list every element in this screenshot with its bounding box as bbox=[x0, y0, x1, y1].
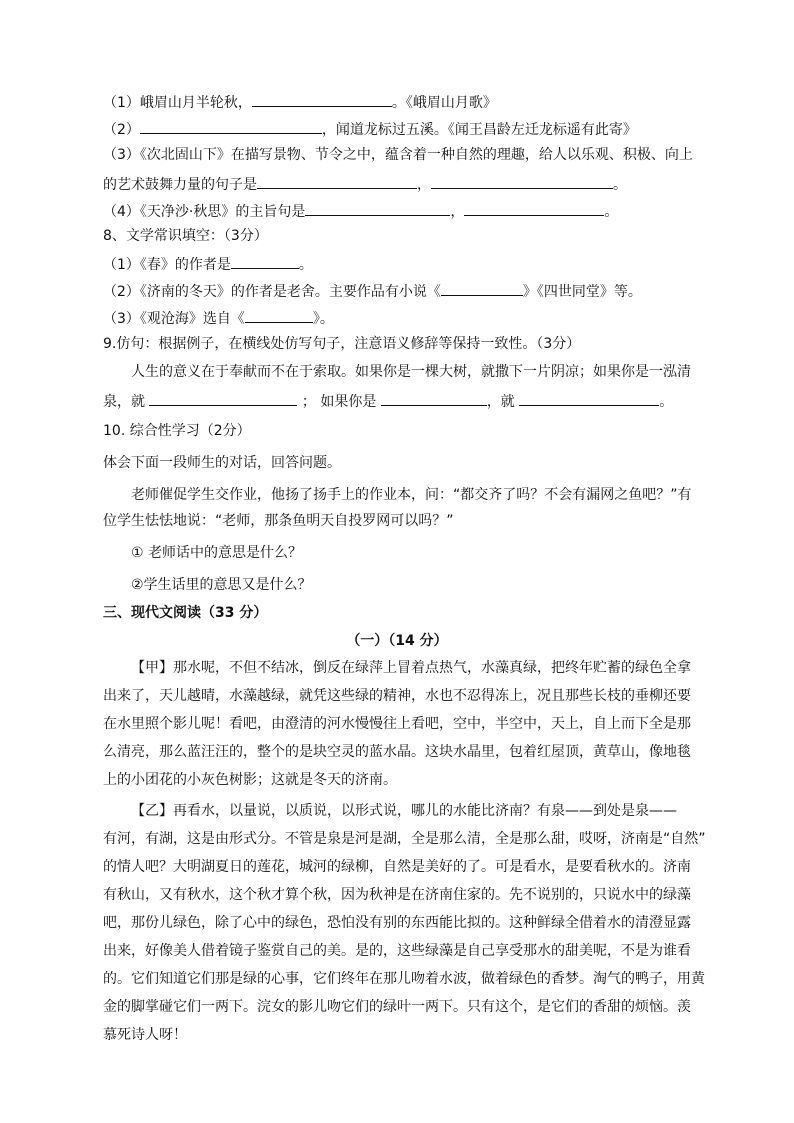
period-text: 。 bbox=[298, 257, 313, 273]
passage-jia-line: 上的小团花的小灰色树影；这就是冬天的济南。 bbox=[103, 772, 397, 788]
q9-example: 人生的意义在于奉献而不在于索取。如果你是一棵大树，就撒下一片阴凉；如果你是一泓清 bbox=[131, 364, 691, 380]
q7-item-2-text: ，闻道龙标过五溪。《闻王昌龄左迁龙标遥有此寄》 bbox=[321, 122, 637, 138]
q8-item-1 bbox=[103, 253, 313, 275]
answer-blank[interactable] bbox=[464, 200, 604, 216]
answer-blank[interactable] bbox=[519, 390, 659, 406]
q8-title: 8、文学常识填空：（3分） bbox=[103, 228, 268, 244]
answer-blank[interactable] bbox=[245, 307, 313, 323]
passage-yi-line: 慕死诗人呀！ bbox=[103, 1027, 187, 1043]
answer-blank[interactable] bbox=[252, 91, 392, 107]
q7-item-3-line-1: （3）《次北固山下》在描写景物、节令之中，蕴含着一种自然的理趣，给人以乐观、积极、向上 bbox=[103, 147, 693, 163]
answer-blank[interactable] bbox=[431, 173, 613, 189]
q9-prompt-3: ，就 bbox=[486, 394, 515, 410]
passage-jia-line: 么清亮，那么蓝汪汪的，整个的是块空灵的蓝水晶。这块水晶里，包着红屋顶，黄草山，像地毯 bbox=[103, 744, 691, 760]
q9-prompt: 泉，就 bbox=[103, 394, 145, 410]
q8-item-1-prompt: （1）《春》的作者是 bbox=[103, 257, 231, 273]
q9-prompt-2: ； 如果你是 bbox=[301, 394, 377, 410]
passage-yi-line: 【乙】再看水，以量说，以质说，以形式说，哪儿的水能比济南？有泉——到处是泉—— bbox=[131, 803, 677, 819]
comma-text: ， bbox=[417, 177, 431, 193]
passage-yi-line: 有秋山，又有秋水，这个秋才算个秋，因为秋神是在济南住家的。先不说别的，只说水中的绿藻 bbox=[103, 887, 691, 903]
q10-question-a: ① 老师话中的意思是什么？ bbox=[131, 545, 303, 561]
q10-passage-line-1: 老师催促学生交作业，他扬了扬手上的作业本，问：“都交齐了吗？不会有漏网之鱼吧？”有 bbox=[131, 487, 692, 503]
period-text: 。 bbox=[613, 177, 627, 193]
period-text: 。 bbox=[604, 204, 619, 220]
q8-item-3 bbox=[103, 307, 334, 329]
answer-blank[interactable] bbox=[149, 390, 297, 406]
comma-text: ， bbox=[450, 204, 465, 220]
answer-blank[interactable] bbox=[140, 118, 322, 134]
q7-item-1 bbox=[103, 91, 497, 113]
q8-item-2-prompt: （2）《济南的冬天》的作者是老舍。主要作品有小说《 bbox=[103, 284, 441, 300]
answer-blank[interactable] bbox=[231, 253, 299, 269]
q9-title: 9.仿句：根据例子，在横线处仿写句子，注意语义修辞等保持一致性。（3分） bbox=[103, 336, 581, 352]
passage-yi-line: 出来，好像美人借着镜子鉴赏自己的美。是的，这些绿藻是自己享受那水的甜美呢，不是为谁看 bbox=[103, 943, 691, 959]
q10-question-b: ②学生话里的意思又是什么？ bbox=[131, 577, 312, 593]
q8-item-2-rest: 》《四世同堂》等。 bbox=[522, 284, 642, 300]
q9-answer-line bbox=[103, 390, 673, 412]
q7-item-4-prompt: （4）《天净沙·秋思》的主旨句是 bbox=[103, 204, 306, 220]
q10-intro: 体会下面一段师生的对话，回答问题。 bbox=[103, 455, 341, 471]
q7-item-2-number: （2） bbox=[103, 122, 140, 138]
q8-item-3-prompt: （3）《观沧海》选自《 bbox=[103, 311, 245, 327]
q7-item-3-line-2 bbox=[103, 173, 627, 195]
q7-item-3-prompt: 的艺术鼓舞力量的句子是 bbox=[103, 177, 257, 193]
passage-yi-line: 有河，有湖，这是由形式分。不管是泉是河是湖，全是那么清，全是那么甜，哎呀，济南是“自然” bbox=[103, 831, 706, 847]
answer-blank[interactable] bbox=[305, 200, 450, 216]
q8-item-3-rest: 》。 bbox=[312, 311, 334, 327]
answer-blank[interactable] bbox=[257, 173, 417, 189]
q8-item-2 bbox=[103, 280, 642, 302]
passage-jia-line: 出来了，天儿越晴，水藻越绿，就凭这些绿的精神，水也不忍得冻上，况且那些长枝的垂柳还要 bbox=[103, 688, 691, 704]
passage-yi-line: 金的脚掌碰它们一两下。浣女的影儿吻它们的绿叶一两下。只有这个，是它们的香甜的烦恼。羡 bbox=[103, 999, 691, 1015]
passage-yi-line: 的。它们知道它们那是绿的心事，它们终年在那儿吻着水波，做着绿色的香梦。淘气的鸭子，用黄 bbox=[103, 971, 705, 987]
q7-item-1-source: 。《峨眉山月歌》 bbox=[391, 95, 497, 111]
q10-passage-line-2: 位学生怯怯地说：“老师，那条鱼明天自投罗网可以吗？” bbox=[103, 513, 454, 529]
passage-yi-line: 吧，那份儿绿色，除了心中的绿色，恐怕没有别的东西能比拟的。这种鲜绿全借着水的清澄显露 bbox=[103, 915, 691, 931]
q7-item-2 bbox=[103, 118, 637, 140]
period-text: 。 bbox=[659, 394, 674, 410]
q7-item-1-text: （1）峨眉山月半轮秋， bbox=[103, 95, 252, 111]
q10-title: 10. 综合性学习（2分） bbox=[103, 423, 251, 439]
section-3-subtitle: （一）（14 分） bbox=[346, 633, 448, 649]
passage-jia-line: 在水里照个影儿呢！看吧，由澄清的河水慢慢往上看吧，空中，半空中，天上，自上而下全是那 bbox=[103, 716, 691, 732]
passage-yi-line: 的情人吧？大明湖夏日的莲花，城河的绿柳，自然是美好的了。可是看水，是要看秋水的。济南 bbox=[103, 859, 691, 875]
passage-jia-line: 【甲】那水呢，不但不结冰，倒反在绿萍上冒着点热气，水藻真绿，把终年贮蓄的绿色全拿 bbox=[131, 660, 691, 676]
section-3-title: 三、现代文阅读（33 分） bbox=[103, 605, 268, 621]
answer-blank[interactable] bbox=[441, 280, 523, 296]
q7-item-4 bbox=[103, 200, 618, 222]
answer-blank[interactable] bbox=[381, 390, 487, 406]
